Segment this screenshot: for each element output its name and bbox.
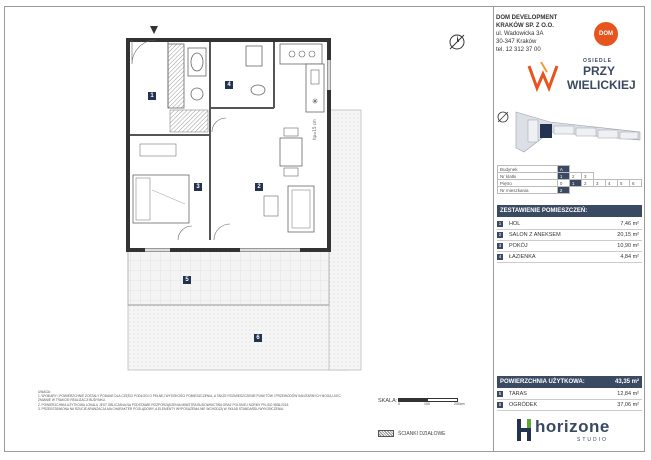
room-label: HOL	[509, 221, 521, 227]
estate-small-label: OSIEDLE	[583, 58, 612, 64]
meta-cell: 1	[569, 180, 581, 187]
room-number-badge: 2	[498, 232, 502, 237]
horizone-word: horizone	[535, 417, 610, 436]
room-area: 12,84 m²	[617, 391, 639, 397]
room-area: 10,90 m²	[617, 243, 639, 249]
room-label: TARAS	[509, 391, 527, 397]
plan-room-4-badge: 4	[225, 81, 233, 89]
meta-cell: 3	[581, 173, 593, 180]
developer-address-2: 30-347 Kraków	[496, 39, 537, 45]
meta-cell: 1	[557, 173, 569, 180]
rooms-header: ZESTAWIENIE POMIESZCZEŃ:	[497, 205, 642, 217]
meta-cell: 4	[605, 180, 617, 187]
developer-address-1: ul. Wadowicka 3A	[496, 31, 544, 37]
meta-cell: 2	[581, 180, 593, 187]
meta-cell: 3	[593, 180, 605, 187]
scale-tick: 200cm	[454, 402, 465, 406]
room-label: ŁAZIENKA	[509, 254, 536, 260]
usable-area-value: 43,35 m²	[614, 379, 639, 385]
room-number-badge: 1	[498, 221, 502, 226]
usable-area-label: POWIERZCHNIA UŻYTKOWA:	[500, 379, 585, 385]
horizone-studio: STUDIO	[577, 437, 608, 443]
scale-label: SKALA:	[378, 398, 398, 404]
meta-label: Budynek	[498, 166, 558, 173]
estate-name-1: PRZY	[583, 64, 616, 78]
room-label: OGRÓDEK	[509, 402, 538, 408]
meta-cell: A	[557, 166, 569, 173]
meta-cell: 2	[569, 173, 581, 180]
room-number-badge: 4	[498, 254, 502, 259]
note-line: 1. WYMIARY I POWIERZCHNIE ZOSTAŁY PODANE DLA CZĘŚCI PODŁOGI O PEŁNEJ WYSOKOŚCI POMIESZCZENIA, A TAKŻE ROZMIESZCZENIE PUNKTÓW I PRZEWODÓW SANITARNYCH MOGĄ ULEC ZMIANIE W TRAKCIE REALIZACJI BUDYNKU.	[38, 394, 341, 403]
room-number-badge: 5	[498, 391, 502, 396]
plan-room-3-badge: 3	[194, 183, 202, 191]
scale-tick: 0	[398, 402, 400, 406]
wall-legend-label: ŚCIANKI DZIAŁOWE	[398, 430, 446, 437]
terrace-area	[128, 250, 329, 305]
developer-name-1: DOM DEVELOPMENT	[496, 15, 558, 21]
meta-cell: 0	[557, 180, 569, 187]
room-number-badge: 3	[498, 243, 502, 248]
room-area: 20,15 m²	[617, 232, 639, 238]
scale-tick: 100	[424, 402, 430, 406]
room-area: 37,06 m²	[617, 402, 639, 408]
note-line: 3. PRZEDSTAWIONA NA RZUCIE ARANŻACJA MA CHARAKTER POGLĄDOWY, A ELEMENTY WYPOSAŻENIA NIE WCHODZĄ W SKŁAD STANDARDU WYKOŃCZENIA.	[38, 406, 285, 411]
meta-label: Piętro	[498, 180, 558, 187]
note-line: 2. POWIERZCHNIA UŻYTKOWA LOKALU JEST OBLICZANA NA PODSTAWIE ROZPORZĄDZENIA MINISTRA BUDOWNICTWA ORAZ POLSKIEJ NORMY PN-ISO 9836:2015.	[38, 402, 290, 407]
meta-cell: 2	[557, 187, 569, 194]
room-number-badge: 6	[498, 402, 502, 407]
meta-label: Nr klatki	[498, 173, 558, 180]
room-area: 7,46 m²	[620, 221, 639, 227]
meta-cell: 6	[629, 180, 641, 187]
svg-text:✳: ✳	[311, 97, 319, 106]
room-label: SALON Z ANEKSEM	[509, 232, 561, 238]
developer-phone: tel. 12 312 37 00	[496, 47, 541, 53]
room-area: 4,84 m²	[620, 254, 639, 260]
room-label: POKÓJ	[509, 243, 528, 249]
dom-logo-text: DOM	[599, 31, 613, 37]
estate-name-2: WIELICKIEJ	[567, 78, 636, 92]
meta-label: Nr mieszkania	[498, 187, 558, 194]
plan-room-2-badge: 2	[255, 183, 263, 191]
note-line: UWAGA:	[38, 390, 51, 394]
developer-name-2: KRAKÓW SP. Z O.O.	[496, 23, 554, 29]
meta-cell: 5	[617, 180, 629, 187]
height-note: hp=15 cm	[312, 119, 317, 140]
garden-strip	[329, 110, 361, 370]
plan-room-6-badge: 6	[254, 334, 262, 342]
plan-room-5-badge: 5	[183, 276, 191, 284]
plan-room-1-badge: 1	[148, 92, 156, 100]
